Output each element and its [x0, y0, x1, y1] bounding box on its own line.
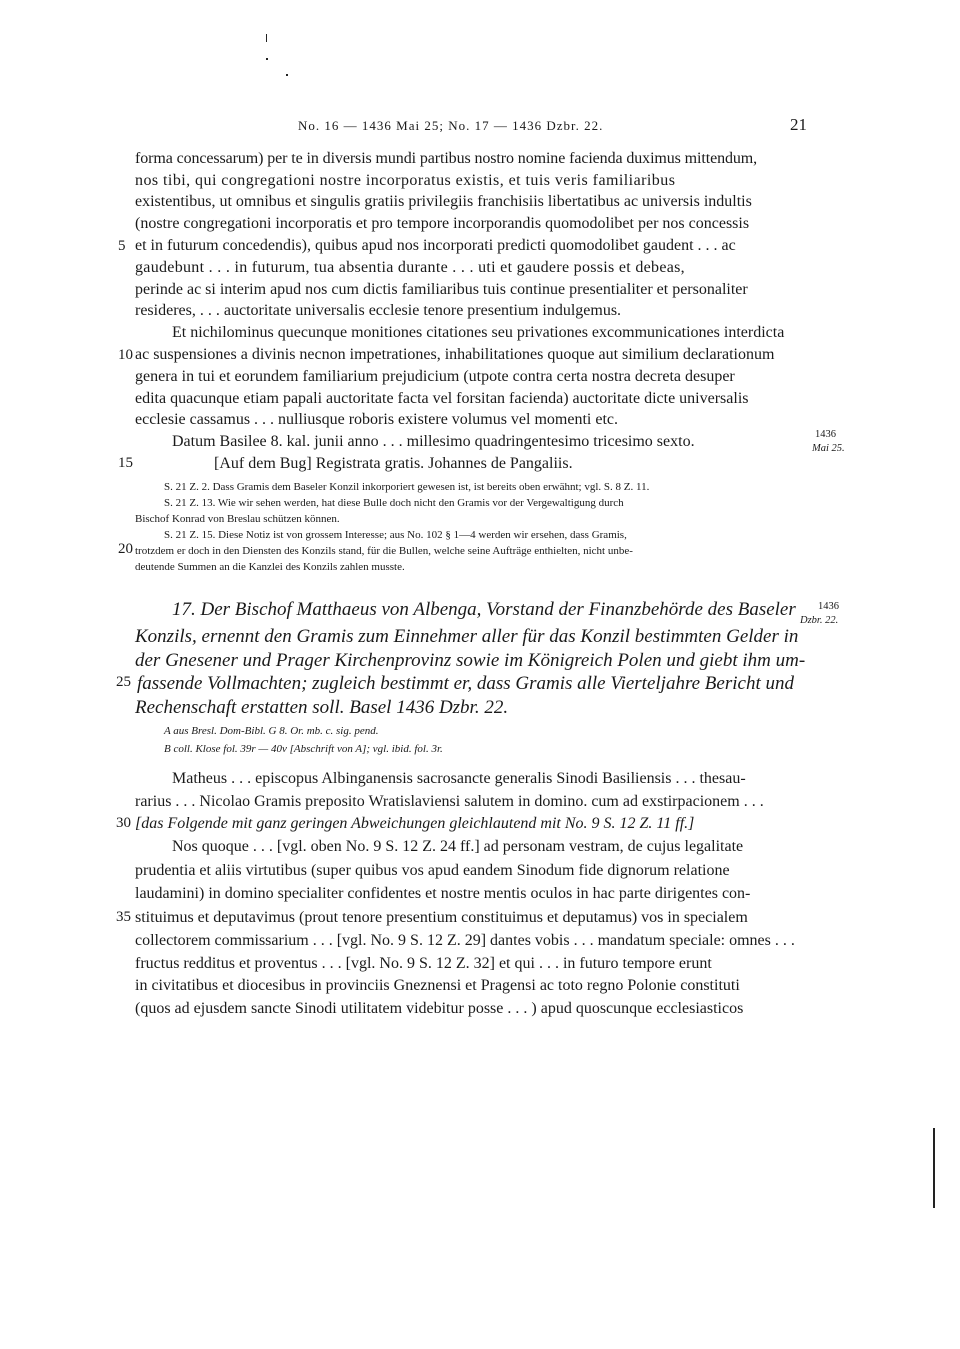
text-line: Et nichilominus quecunque monitiones citationes seu privationes excommunicationes interdicta — [172, 324, 785, 341]
text-line: [Auf dem Bug] Registrata gratis. Johannes de Pangaliis. — [214, 455, 573, 472]
text-line: ecclesie cassamus . . . nulliusque roboris existere volumus vel momenti etc. — [135, 411, 618, 428]
footnote: deutende Summen an die Kanzlei des Konzils zahlen musste. — [135, 561, 405, 573]
margin-year: 1436 — [818, 601, 839, 612]
title-line: fassende Vollmachten; zugleich bestimmt er, dass Gramis alle Vierteljahre Bericht und — [137, 673, 794, 694]
page-number: 21 — [790, 115, 807, 134]
text-line: (nostre congregationi incorporatis et pro tempore incorporandis quomodolibet per nos concessis — [135, 215, 750, 232]
text-line: fructus redditus et proventus . . . [vgl. No. 9 S. 12 Z. 32] et qui . . . in futuro tempore erunt — [135, 955, 712, 972]
title-line: Rechenschaft erstatten soll. Basel 1436 Dzbr. 22. — [135, 697, 509, 718]
footnote: Bischof Konrad von Breslau schützen können. — [135, 513, 340, 525]
text-line: edita quacunque etiam papali auctoritate facta vel forsitan facienda) auctoritate dicte universalis — [135, 390, 749, 407]
text-line: stituimus et deputavimus (prout tenore presentium constituimus et deputamus) vos in specialem — [135, 909, 748, 926]
line-number: 20 — [118, 541, 133, 557]
margin-date: Dzbr. 22. — [800, 615, 839, 626]
text-line: prudentia et aliis virtutibus (super quibus vos apud eandem Sinodum fide dignorum relatione — [135, 862, 730, 879]
text-line: in civitatibus et diocesibus in provinciis Gneznensi et Pragensi ac toto regno Polonie constituti — [135, 977, 740, 994]
text-line: laudamini) in domino specialiter confidentes et nostre mentis oculos in hac parte dirigentes con- — [135, 885, 751, 902]
text-line: [das Folgende mit ganz geringen Abweichungen gleichlautend mit No. 9 S. 12 Z. 11 ff.] — [135, 815, 695, 832]
scan-mark — [266, 34, 267, 42]
text-line: resideres, . . . auctoritate universalis ecclesie tenore presentium indulgemus. — [135, 302, 622, 319]
text-line: collectorem commissarium . . . [vgl. No. 9 S. 12 Z. 29] dantes vobis . . . mandatum speciale: omnes . . . — [135, 932, 795, 949]
footnote: S. 21 Z. 2. Dass Gramis dem Baseler Konzil inkorporiert gewesen ist, ist bereits oben erwähnt; vgl. S. 8 Z. 11. — [164, 481, 650, 493]
running-title: No. 16 — 1436 Mai 25; No. 17 — 1436 Dzbr. 22. — [298, 118, 604, 133]
title-line: der Gnesener und Prager Kirchenprovinz sowie im Königreich Polen und giebt ihm um- — [135, 650, 806, 671]
title-line: 17. Der Bischof Matthaeus von Albenga, Vorstand der Finanzbehörde des Baseler — [172, 599, 796, 620]
text-line: et in futurum concedendis), quibus apud nos incorporati predicti quomodolibet gaudent . . . ac — [135, 237, 736, 254]
source-line: B coll. Klose fol. 39r — 40v [Abschrift von A]; vgl. ibid. fol. 3r. — [164, 743, 443, 755]
text-line: Datum Basilee 8. kal. junii anno . . . millesimo quadringentesimo tricesimo sexto. — [172, 433, 695, 450]
source-line: A aus Bresl. Dom-Bibl. G 8. Or. mb. c. sig. pend. — [164, 725, 379, 737]
title-line: Konzils, ernennt den Gramis zum Einnehmer aller für das Konzil bestimmten Gelder in — [135, 626, 799, 647]
scan-mark — [266, 58, 268, 60]
text-line: forma concessarum) per te in diversis mundi partibus nostro nomine facienda duximus mittendum, — [135, 150, 758, 167]
line-number: 30 — [116, 815, 131, 831]
binding-mark — [933, 1128, 935, 1208]
line-number: 15 — [118, 455, 133, 471]
scan-mark — [286, 74, 288, 76]
line-number: 10 — [118, 347, 133, 363]
text-line: nos tibi, qui congregationi nostre incorporatus existis, et tuis veris familiaribus — [135, 172, 676, 189]
footnote: trotzdem er doch in den Diensten des Konzils stand, für die Bullen, welche seine Aufträge enthielten, nicht unbe- — [135, 545, 633, 557]
line-number: 35 — [116, 909, 131, 925]
text-line: (quos ad ejusdem sancte Sinodi utilitatem videbitur posse . . . ) apud quoscunque ecclesiasticos — [135, 1000, 744, 1017]
margin-date: Mai 25. — [812, 443, 845, 454]
text-line: ac suspensiones a divinis necnon impetrationes, inhabilitationes quoque aut similium declarationum — [135, 346, 775, 363]
line-number: 25 — [116, 674, 131, 690]
text-line: Nos quoque . . . [vgl. oben No. 9 S. 12 Z. 24 ff.] ad personam vestram, de cujus legalitate — [172, 838, 744, 855]
text-line: gaudebunt . . . in futurum, tua absentia durante . . . uti et gaudere possis et debeas, — [135, 259, 685, 276]
margin-year: 1436 — [815, 429, 836, 440]
footnote: S. 21 Z. 13. Wie wir sehen werden, hat diese Bulle doch nicht den Gramis vor der Vergewaltigung durch — [164, 497, 624, 509]
text-line: existentibus, ut omnibus et singulis gratiis privilegiis franchisiis libertatibus ac universis indultis — [135, 193, 752, 210]
footnote: S. 21 Z. 15. Diese Notiz ist von grossem Interesse; aus No. 102 § 1—4 werden wir ersehen, dass Gramis, — [164, 529, 627, 541]
text-line: perinde ac si interim apud nos cum dictis familiaribus tuis continue presentialiter et personaliter — [135, 281, 748, 298]
text-line: genera in tui et eorundem familiarium prejudicium (utpote contra certa nostra decreta desuper — [135, 368, 735, 385]
text-line: rarius . . . Nicolao Gramis preposito Wratislaviensi salutem in domino. cum ad exstirpacionem . . . — [135, 793, 764, 810]
text-line: Matheus . . . episcopus Albinganensis sacrosancte generalis Sinodi Basiliensis . . . thesau- — [172, 770, 746, 787]
line-number: 5 — [118, 238, 126, 254]
